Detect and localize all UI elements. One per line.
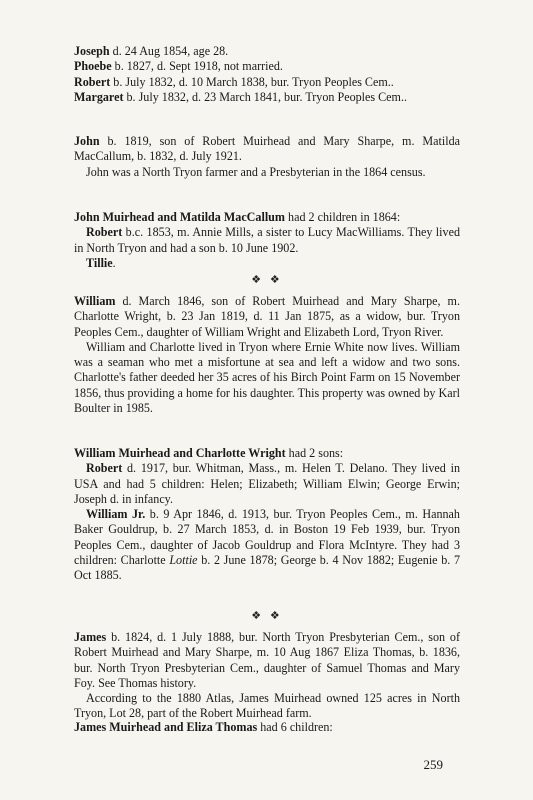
family-heading: James Muirhead and Eliza Thomas	[74, 720, 258, 734]
name-william-jr: William Jr.	[86, 507, 146, 522]
entry-robert	[74, 75, 460, 90]
william-children-section	[74, 446, 460, 584]
entry-text: b. July 1832, d. 23 March 1841, bur. Tryon Peoples Cem..	[123, 89, 408, 104]
john-text: b. 1819, son of Robert Muirhead and Mary Sharpe, m. Matilda MacCallum, b. 1832, d. July 1921.	[74, 134, 460, 164]
child-robert	[74, 225, 460, 256]
entry-phoebe	[74, 59, 460, 74]
john-paragraph	[74, 134, 460, 165]
child-text-tail: b. 2 June 1878; George b. 4 Nov 1882; Eugenie b. 7 Oct 1885.	[74, 553, 460, 583]
name-robert: Robert	[86, 225, 123, 240]
child-robert	[74, 461, 460, 507]
william-paragraph-2: William and Charlotte lived in Tryon where Ernie White now lives. William was a seaman who met a misfortune at sea and left a widow and two sons. Charlotte's father deeded her 35 acres of his Birch Point Farm on 15 November 1856, thus providing a home for his daughter. This property was owned by Karl Boulter in 1985.	[74, 339, 460, 416]
child-tillie	[74, 256, 460, 271]
section-ornament: ❖ ❖	[251, 274, 283, 286]
entry-text: b. July 1832, d. 10 March 1838, bur. Tryon Peoples Cem..	[110, 74, 394, 89]
name-robert: Robert	[86, 461, 123, 476]
james-text: b. 1824, d. 1 July 1888, bur. North Tryon Presbyterian Cem., son of Robert Muirhead and Mary Sharpe, m. 10 Aug 1867 Eliza Thomas, b. 1836, bur. North Tryon Presbyterian Cem., daughter of Samuel Thomas and Mary Foy. See Thomas history.	[74, 630, 460, 690]
name-robert: Robert	[74, 74, 111, 89]
james-children-section	[74, 720, 460, 735]
family-heading: William Muirhead and Charlotte Wright	[74, 446, 286, 460]
family-heading-tail: had 2 sons:	[285, 446, 344, 460]
william-paragraph	[74, 294, 460, 340]
james-section	[74, 630, 460, 722]
william-text: d. March 1846, son of Robert Muirhead and Mary Sharpe, m. Charlotte Wright, b. 23 Jan 1819, d. 11 Jan 1875, as a widow, bur. Tryon Peoples Cem., daughter of William Wright and Elizabeth Lord, Tryon River.	[74, 294, 460, 339]
william-section	[74, 294, 460, 416]
child-william-jr	[74, 507, 460, 583]
james-paragraph-2: According to the 1880 Atlas, James Muirhead owned 125 acres in North Tryon, Lot 28, part of the Robert Muirhead farm.	[74, 691, 460, 721]
name-james: James	[74, 630, 107, 644]
john-children-section	[74, 210, 460, 271]
nickname-lottie: Lottie	[169, 553, 198, 568]
family-heading: John Muirhead and Matilda MacCallum	[74, 210, 285, 224]
family-heading-tail: had 2 children in 1864:	[285, 210, 401, 224]
child-text: b.c. 1853, m. Annie Mills, a sister to Lucy MacWilliams. They lived in North Tryon and had a son b. 10 June 1902.	[74, 225, 460, 255]
entry-margaret	[74, 90, 460, 105]
family-heading-tail: had 6 children:	[257, 720, 333, 734]
john-section	[74, 134, 460, 180]
entry-joseph	[74, 44, 460, 59]
child-text: b. 9 Apr 1846, d. 1913, bur. Tryon Peoples Cem., m. Hannah Baker Gouldrup, b. 27 March 1853, d. in Boston 19 Feb 1939, bur. Tryon Peoples Cem., daughter of Jacob Gouldrup and Flora McIntyre. They had 3 children: Charlotte	[74, 507, 460, 568]
page-number: 259	[423, 757, 443, 772]
section-ornament: ❖ ❖	[251, 610, 283, 622]
john-children-heading	[74, 210, 460, 225]
name-margaret: Margaret	[74, 89, 124, 104]
entry-text: d. 24 Aug 1854, age 28.	[109, 44, 229, 58]
name-john: John	[74, 134, 100, 148]
child-text: .	[112, 255, 116, 270]
entry-text: b. 1827, d. Sept 1918, not married.	[111, 59, 283, 74]
john-paragraph-2: John was a North Tryon farmer and a Presbyterian in the 1864 census.	[86, 164, 426, 179]
name-tillie: Tillie	[86, 255, 113, 270]
children-block-1	[74, 44, 460, 105]
james-paragraph	[74, 630, 460, 691]
name-phoebe: Phoebe	[74, 59, 112, 74]
name-joseph: Joseph	[74, 44, 110, 58]
name-william: William	[74, 294, 116, 308]
child-text: d. 1917, bur. Whitman, Mass., m. Helen T. Delano. They lived in USA and had 5 children: Helen; Elizabeth; William Elwin; George Erwin; Joseph d. in infancy.	[74, 461, 460, 506]
william-children-heading	[74, 446, 460, 461]
james-children-heading	[74, 720, 460, 735]
